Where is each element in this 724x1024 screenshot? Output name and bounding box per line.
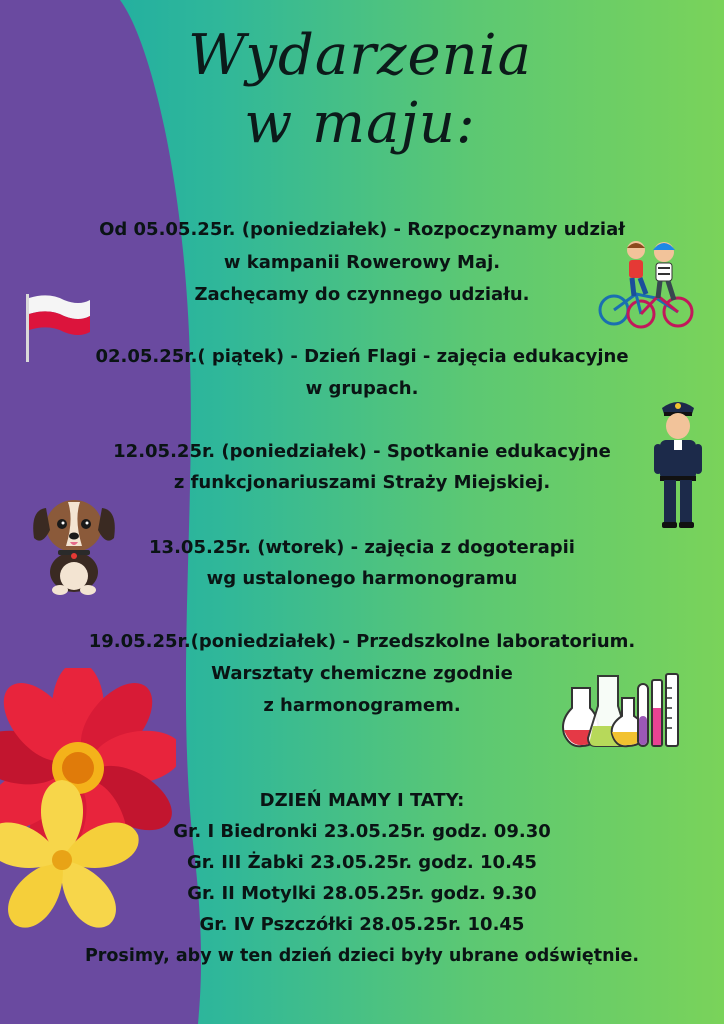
event-5-line-2: Warsztaty chemiczne zgodnie [211,663,513,684]
chemistry-flasks-icon [560,668,682,750]
event-1-line-3: Zachęcamy do czynnego udziału. [194,284,530,305]
event-4-line-2: wg ustalonego harmonogramu [206,568,518,589]
parents-day-note: Prosimy, aby w ten dzień dzieci były ubrane odświętnie. [84,946,640,966]
parents-day-heading: DZIEŃ MAMY I TATY: [259,790,465,811]
yellow-flower-icon [0,774,140,940]
event-1-line-2: w kampanii Rowerowy Maj. [223,252,501,273]
parents-day-group-3: Gr. II Motylki 28.05.25r. godz. 9.30 [187,883,537,904]
parents-day-group-1: Gr. I Biedronki 23.05.25r. godz. 09.30 [173,821,551,842]
polish-flag-icon [24,292,94,364]
event-4-line-1: 13.05.25r. (wtorek) - zajęcia z dogoterapii [149,537,575,558]
event-2-line-1: 02.05.25r.( piątek) - Dzień Flagi - zajęcia edukacyjne [95,346,629,367]
event-2-line-2: w grupach. [305,378,419,399]
event-3-line-2: z funkcjonariuszami Straży Miejskiej. [173,472,551,493]
title-line-2: w maju: [244,91,476,156]
page-title [150,22,570,158]
police-officer-icon [652,396,704,530]
puppy-icon [28,490,120,596]
event-1-line-1: Od 05.05.25r. (poniedziałek) - Rozpoczynamy udział [99,219,625,240]
event-5-line-3: z harmonogramem. [263,695,461,716]
event-5-line-1: 19.05.25r.(poniedziałek) - Przedszkolne laboratorium. [88,631,636,652]
parents-day-group-4: Gr. IV Pszczółki 28.05.25r. 10.45 [199,914,525,935]
title-line-1: Wydarzenia [188,23,532,88]
parents-day-group-2: Gr. III Żabki 23.05.25r. godz. 10.45 [187,852,537,873]
kids-on-bicycle-icon [596,238,698,330]
event-3-line-1: 12.05.25r. (poniedziałek) - Spotkanie edukacyjne [113,441,611,462]
